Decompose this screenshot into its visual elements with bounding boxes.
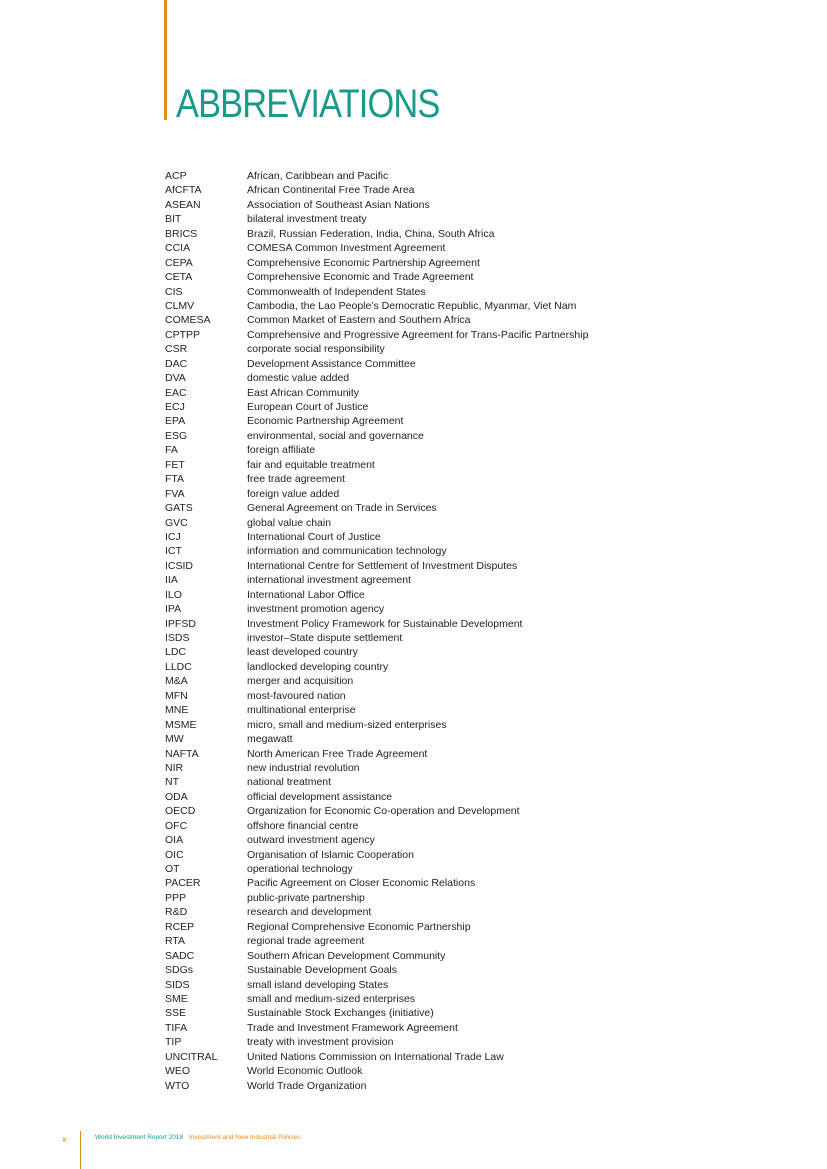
abbreviation-term: FVA bbox=[165, 487, 185, 500]
abbreviation-term: ISDS bbox=[165, 632, 190, 644]
abbreviation-term: NAFTA bbox=[165, 747, 199, 760]
abbreviation-term: OIC bbox=[165, 848, 184, 861]
abbreviation-row bbox=[165, 862, 765, 876]
abbreviation-definition: Development Assistance Committee bbox=[247, 357, 416, 370]
abbreviation-term: CLMV bbox=[165, 299, 195, 312]
abbreviation-row bbox=[165, 414, 765, 428]
abbreviation-row bbox=[165, 819, 765, 833]
abbreviation-definition: outward investment agency bbox=[247, 834, 375, 847]
abbreviation-term: DAC bbox=[165, 357, 188, 370]
abbreviation-definition: corporate social responsibility bbox=[247, 343, 385, 356]
abbreviation-definition: landlocked developing country bbox=[247, 660, 389, 673]
abbreviation-row bbox=[165, 588, 765, 602]
abbreviation-definition: public-private partnership bbox=[247, 891, 365, 904]
abbreviation-row bbox=[165, 487, 765, 501]
footer bbox=[95, 1134, 301, 1141]
abbreviation-term: MFN bbox=[165, 689, 188, 702]
abbreviation-term: RTA bbox=[165, 935, 186, 948]
abbreviation-term: FA bbox=[165, 444, 178, 457]
page-number: x bbox=[62, 1134, 67, 1144]
abbreviation-term: EPA bbox=[165, 415, 186, 428]
abbreviation-row bbox=[165, 443, 765, 457]
abbreviation-term: GATS bbox=[165, 502, 193, 515]
abbreviation-row bbox=[165, 227, 765, 241]
abbreviation-term: FET bbox=[165, 458, 185, 471]
abbreviation-row bbox=[165, 732, 765, 746]
abbreviation-definition: International Centre for Settlement of Investment Disputes bbox=[247, 559, 518, 572]
abbreviation-row bbox=[165, 790, 765, 804]
abbreviation-term: CSR bbox=[165, 343, 188, 356]
abbreviation-definition: bilateral investment treaty bbox=[247, 213, 367, 226]
abbreviation-definition: multinational enterprise bbox=[247, 704, 356, 717]
abbreviation-row bbox=[165, 270, 765, 284]
footer-subtitle: Investment and New Industrial Policies bbox=[188, 1134, 301, 1141]
abbreviation-list bbox=[165, 169, 765, 1093]
abbreviation-term: ECJ bbox=[165, 401, 185, 413]
abbreviation-term: LDC bbox=[165, 646, 187, 659]
title-accent-bar bbox=[164, 0, 167, 120]
abbreviation-definition: General Agreement on Trade in Services bbox=[247, 502, 437, 515]
abbreviation-definition: Association of Southeast Asian Nations bbox=[247, 198, 430, 211]
abbreviation-row bbox=[165, 992, 765, 1006]
abbreviation-row bbox=[165, 241, 765, 255]
abbreviation-row bbox=[165, 183, 765, 197]
abbreviation-row bbox=[165, 573, 765, 587]
abbreviation-row bbox=[165, 313, 765, 327]
abbreviation-definition: Brazil, Russian Federation, India, China, South Africa bbox=[247, 227, 495, 240]
abbreviation-row bbox=[165, 458, 765, 472]
abbreviation-row bbox=[165, 949, 765, 963]
abbreviation-row bbox=[165, 371, 765, 385]
abbreviation-definition: World Economic Outlook bbox=[247, 1065, 363, 1078]
abbreviation-term: ICJ bbox=[165, 530, 181, 543]
abbreviation-definition: fair and equitable treatment bbox=[247, 458, 375, 471]
abbreviation-definition: International Court of Justice bbox=[247, 530, 381, 543]
abbreviation-row bbox=[165, 516, 765, 530]
abbreviation-term: SIDS bbox=[165, 978, 190, 991]
abbreviation-definition: Common Market of Eastern and Southern Africa bbox=[247, 314, 471, 327]
abbreviation-row bbox=[165, 1021, 765, 1035]
abbreviation-row bbox=[165, 747, 765, 761]
abbreviation-definition: Regional Comprehensive Economic Partnership bbox=[247, 920, 471, 933]
abbreviation-term: BRICS bbox=[165, 227, 198, 240]
abbreviation-definition: Trade and Investment Framework Agreement bbox=[247, 1021, 458, 1034]
abbreviation-term: DVA bbox=[165, 372, 186, 385]
abbreviation-term: WEO bbox=[165, 1065, 191, 1078]
abbreviation-row bbox=[165, 804, 765, 818]
abbreviation-term: LLDC bbox=[165, 660, 192, 673]
abbreviation-term: IPFSD bbox=[165, 617, 196, 630]
abbreviation-term: TIFA bbox=[165, 1021, 188, 1034]
abbreviation-row bbox=[165, 833, 765, 847]
abbreviation-term: UNCITRAL bbox=[165, 1050, 218, 1063]
abbreviation-row bbox=[165, 703, 765, 717]
abbreviation-row bbox=[165, 357, 765, 371]
abbreviation-term: EAC bbox=[165, 386, 187, 399]
abbreviation-definition: Commonwealth of Independent States bbox=[247, 285, 426, 298]
abbreviation-definition: Sustainable Development Goals bbox=[247, 964, 398, 977]
abbreviation-definition: International Labor Office bbox=[247, 588, 365, 601]
abbreviation-term: OFC bbox=[165, 819, 188, 832]
abbreviation-term: NIR bbox=[165, 761, 184, 774]
abbreviation-row bbox=[165, 256, 765, 270]
abbreviation-definition: regional trade agreement bbox=[247, 935, 365, 948]
abbreviation-definition: East African Community bbox=[247, 386, 360, 399]
abbreviation-definition: COMESA Common Investment Agreement bbox=[247, 242, 446, 255]
abbreviation-term: IIA bbox=[165, 574, 178, 587]
abbreviation-term: CETA bbox=[165, 271, 193, 284]
abbreviation-term: WTO bbox=[165, 1079, 190, 1092]
abbreviation-definition: global value chain bbox=[247, 516, 332, 529]
abbreviation-term: OECD bbox=[165, 805, 196, 818]
abbreviation-row bbox=[165, 559, 765, 573]
abbreviation-term: BIT bbox=[165, 213, 182, 226]
abbreviation-definition: micro, small and medium-sized enterprises bbox=[247, 718, 447, 731]
abbreviation-definition: least developed country bbox=[247, 646, 358, 659]
abbreviation-definition: small and medium-sized enterprises bbox=[247, 992, 416, 1005]
abbreviation-row bbox=[165, 198, 765, 212]
abbreviation-row bbox=[165, 978, 765, 992]
abbreviation-row bbox=[165, 299, 765, 313]
abbreviation-definition: official development assistance bbox=[247, 790, 393, 803]
abbreviation-row bbox=[165, 342, 765, 356]
abbreviation-row bbox=[165, 891, 765, 905]
abbreviation-definition: research and development bbox=[247, 906, 372, 919]
abbreviation-row bbox=[165, 1006, 765, 1020]
abbreviation-term: ICT bbox=[165, 545, 182, 558]
abbreviation-row bbox=[165, 544, 765, 558]
abbreviation-definition: Pacific Agreement on Closer Economic Relations bbox=[247, 877, 476, 890]
abbreviation-definition: foreign affiliate bbox=[247, 444, 316, 457]
abbreviation-definition: operational technology bbox=[247, 863, 353, 875]
abbreviation-definition: Investment Policy Framework for Sustainable Development bbox=[247, 617, 523, 630]
abbreviation-term: TIP bbox=[165, 1036, 182, 1049]
abbreviation-term: NT bbox=[165, 776, 179, 789]
abbreviation-row bbox=[165, 660, 765, 674]
abbreviation-definition: domestic value added bbox=[247, 372, 350, 385]
abbreviation-definition: most-favoured nation bbox=[247, 689, 346, 702]
abbreviation-term: SDGs bbox=[165, 964, 194, 977]
abbreviation-row bbox=[165, 212, 765, 226]
abbreviation-row bbox=[165, 905, 765, 919]
abbreviation-row bbox=[165, 617, 765, 631]
abbreviation-definition: new industrial revolution bbox=[247, 761, 360, 774]
abbreviation-term: AfCFTA bbox=[165, 184, 202, 197]
abbreviation-definition: megawatt bbox=[247, 733, 293, 746]
abbreviation-term: ASEAN bbox=[165, 198, 201, 211]
abbreviation-definition: Comprehensive and Progressive Agreement for Trans-Pacific Partnership bbox=[247, 328, 589, 341]
abbreviation-row bbox=[165, 328, 765, 342]
abbreviation-row bbox=[165, 501, 765, 515]
abbreviation-term: CIS bbox=[165, 285, 183, 298]
abbreviation-definition: investor–State dispute settlement bbox=[247, 632, 403, 644]
abbreviation-row bbox=[165, 674, 765, 688]
abbreviation-definition: African Continental Free Trade Area bbox=[247, 184, 415, 197]
abbreviation-term: COMESA bbox=[165, 314, 211, 327]
abbreviation-definition: offshore financial centre bbox=[247, 819, 359, 832]
abbreviation-definition: Economic Partnership Agreement bbox=[247, 415, 404, 428]
abbreviation-term: ODA bbox=[165, 790, 188, 803]
abbreviation-term: PACER bbox=[165, 877, 201, 890]
abbreviation-row bbox=[165, 775, 765, 789]
abbreviation-row bbox=[165, 848, 765, 862]
abbreviation-definition: merger and acquisition bbox=[247, 675, 354, 688]
page-title: ABBREVIATIONS bbox=[176, 82, 440, 126]
abbreviation-row bbox=[165, 876, 765, 890]
abbreviation-term: SME bbox=[165, 992, 188, 1005]
abbreviation-definition: environmental, social and governance bbox=[247, 429, 424, 442]
abbreviation-definition: Sustainable Stock Exchanges (initiative) bbox=[247, 1007, 434, 1020]
abbreviation-term: CCIA bbox=[165, 242, 191, 255]
abbreviation-definition: Cambodia, the Lao People’s Democratic Republic, Myanmar, Viet Nam bbox=[247, 299, 577, 312]
abbreviation-term: ICSID bbox=[165, 559, 194, 572]
abbreviation-definition: treaty with investment provision bbox=[247, 1036, 394, 1049]
abbreviation-row bbox=[165, 1050, 765, 1064]
abbreviation-definition: information and communication technology bbox=[247, 545, 447, 558]
abbreviation-term: M&A bbox=[165, 675, 188, 688]
abbreviation-row bbox=[165, 285, 765, 299]
abbreviation-term: OIA bbox=[165, 834, 184, 847]
abbreviation-row bbox=[165, 761, 765, 775]
abbreviation-term: FTA bbox=[165, 473, 185, 486]
abbreviation-definition: international investment agreement bbox=[247, 574, 412, 587]
abbreviation-row bbox=[165, 934, 765, 948]
abbreviation-term: CEPA bbox=[165, 256, 193, 269]
abbreviation-term: CPTPP bbox=[165, 328, 201, 341]
abbreviation-definition: United Nations Commission on International Trade Law bbox=[247, 1050, 504, 1063]
abbreviation-term: MNE bbox=[165, 704, 189, 717]
abbreviation-row bbox=[165, 386, 765, 400]
abbreviation-row bbox=[165, 689, 765, 703]
abbreviation-term: MSME bbox=[165, 718, 197, 731]
footer-divider bbox=[80, 1131, 81, 1169]
abbreviation-term: ACP bbox=[165, 170, 187, 182]
abbreviation-definition: Comprehensive Economic Partnership Agreement bbox=[247, 256, 480, 269]
abbreviation-term: PPP bbox=[165, 891, 187, 904]
abbreviation-definition: European Court of Justice bbox=[247, 401, 369, 413]
abbreviation-term: ILO bbox=[165, 588, 182, 601]
abbreviation-definition: Comprehensive Economic and Trade Agreement bbox=[247, 271, 474, 284]
abbreviation-row bbox=[165, 1064, 765, 1078]
abbreviation-row bbox=[165, 169, 765, 183]
abbreviation-row bbox=[165, 718, 765, 732]
abbreviation-term: SSE bbox=[165, 1007, 187, 1020]
abbreviation-definition: North American Free Trade Agreement bbox=[247, 747, 428, 760]
abbreviation-term: IPA bbox=[165, 603, 182, 616]
abbreviation-definition: Organization for Economic Co-operation and Development bbox=[247, 805, 520, 818]
abbreviation-row bbox=[165, 602, 765, 616]
abbreviation-definition: foreign value added bbox=[247, 487, 340, 500]
abbreviation-row bbox=[165, 1079, 765, 1093]
abbreviation-definition: small island developing States bbox=[247, 978, 389, 991]
abbreviation-row bbox=[165, 472, 765, 486]
abbreviation-row bbox=[165, 631, 765, 645]
abbreviation-definition: free trade agreement bbox=[247, 473, 346, 486]
abbreviation-term: RCEP bbox=[165, 920, 195, 933]
abbreviation-definition: Southern African Development Community bbox=[247, 949, 446, 962]
abbreviation-term: R&D bbox=[165, 906, 188, 919]
abbreviation-row bbox=[165, 530, 765, 544]
abbreviation-definition: African, Caribbean and Pacific bbox=[247, 170, 389, 182]
abbreviation-row bbox=[165, 645, 765, 659]
abbreviation-row bbox=[165, 920, 765, 934]
abbreviation-row bbox=[165, 963, 765, 977]
abbreviation-definition: World Trade Organization bbox=[247, 1079, 367, 1092]
abbreviation-term: GVC bbox=[165, 516, 188, 529]
abbreviation-row bbox=[165, 429, 765, 443]
abbreviation-row bbox=[165, 400, 765, 414]
footer-report-title: World Investment Report 2018 bbox=[95, 1134, 184, 1141]
abbreviation-term: MW bbox=[165, 733, 184, 746]
abbreviation-definition: Organisation of Islamic Cooperation bbox=[247, 848, 414, 861]
abbreviation-term: SADC bbox=[165, 949, 195, 962]
abbreviation-row bbox=[165, 1035, 765, 1049]
abbreviation-term: OT bbox=[165, 863, 180, 875]
abbreviation-definition: national treatment bbox=[247, 776, 332, 789]
abbreviation-term: ESG bbox=[165, 429, 188, 442]
abbreviation-definition: investment promotion agency bbox=[247, 603, 385, 616]
